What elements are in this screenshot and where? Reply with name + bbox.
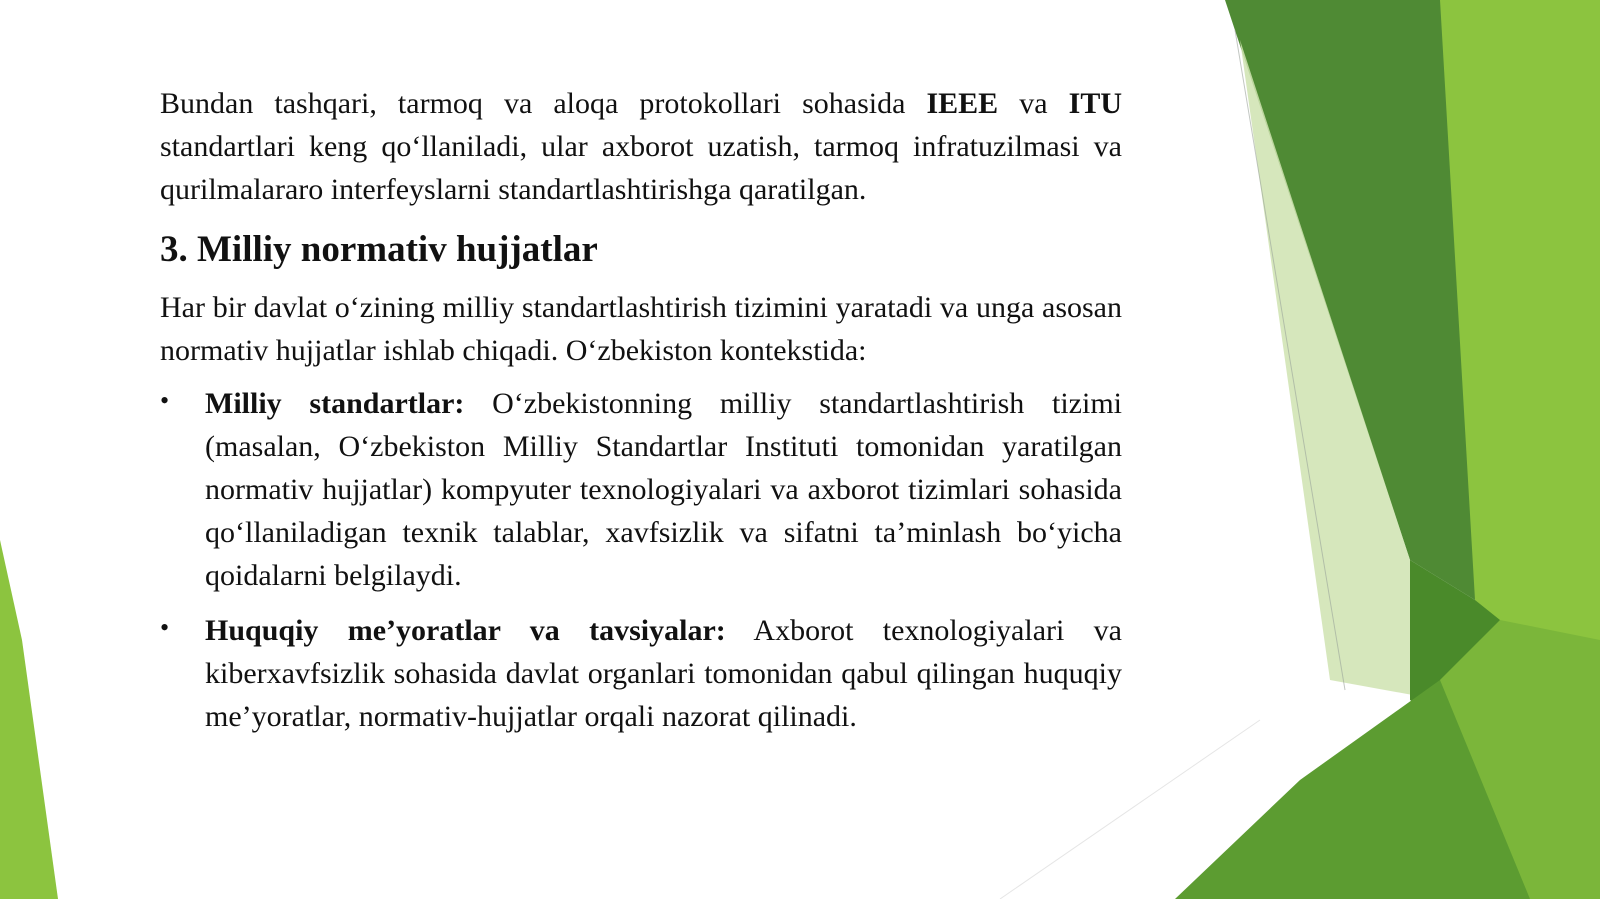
bullet-title: Huquqiy me’yoratlar va tavsiyalar: — [205, 614, 726, 647]
bullet-marker: • — [160, 613, 170, 642]
national-intro-paragraph: Har bir davlat o‘zining milliy standartlashtirish tizimini yaratadi va unga asosan normativ hujjatlar ishlab chiqadi. O‘zbekiston kontekstida: — [160, 291, 1122, 367]
slide-content — [160, 82, 1122, 750]
bullet-list — [160, 382, 1122, 738]
section-heading: 3. Milliy normativ hujjatlar — [160, 229, 598, 270]
intro-text-b: va — [998, 87, 1069, 120]
bullet-item-legal-norms — [160, 609, 1122, 738]
deco-left-facet — [0, 540, 58, 899]
bullet-title: Milliy standartlar: — [205, 387, 465, 420]
intro-text-c: standartlari keng qo‘llaniladi, ular axborot uzatish, tarmoq infratuzilmasi va qurilmalararo interfeyslarni standartlashtirishga qaratilgan. — [160, 130, 1122, 206]
intro-paragraph — [160, 82, 1122, 211]
bullet-item-national-standards — [160, 382, 1122, 597]
ieee-term: IEEE — [926, 87, 999, 120]
itu-term: ITU — [1068, 87, 1122, 120]
bullet-text: Axborot texnologiyalari va kiberxavfsizlik sohasida davlat organlari tomonidan qabul qilingan huquqiy me’yoratlar, normativ-hujjatlar orqali nazorat qilinadi. — [205, 614, 1122, 733]
intro-text-a: Bundan tashqari, tarmoq va aloqa protokollari sohasida — [160, 87, 927, 120]
bullet-marker: • — [160, 386, 170, 415]
bullet-text: O‘zbekistonning milliy standartlashtirish tizimi (masalan, O‘zbekiston Milliy Standartlar Instituti tomonidan yaratilgan normativ hujjatlar) kompyuter texnologiyalari va axborot tizimlari sohasida qo‘llaniladigan texnik talablar, xavfsizlik va sifatni ta’minlash bo‘yicha qoidalarni belgilaydi. — [205, 387, 1122, 592]
